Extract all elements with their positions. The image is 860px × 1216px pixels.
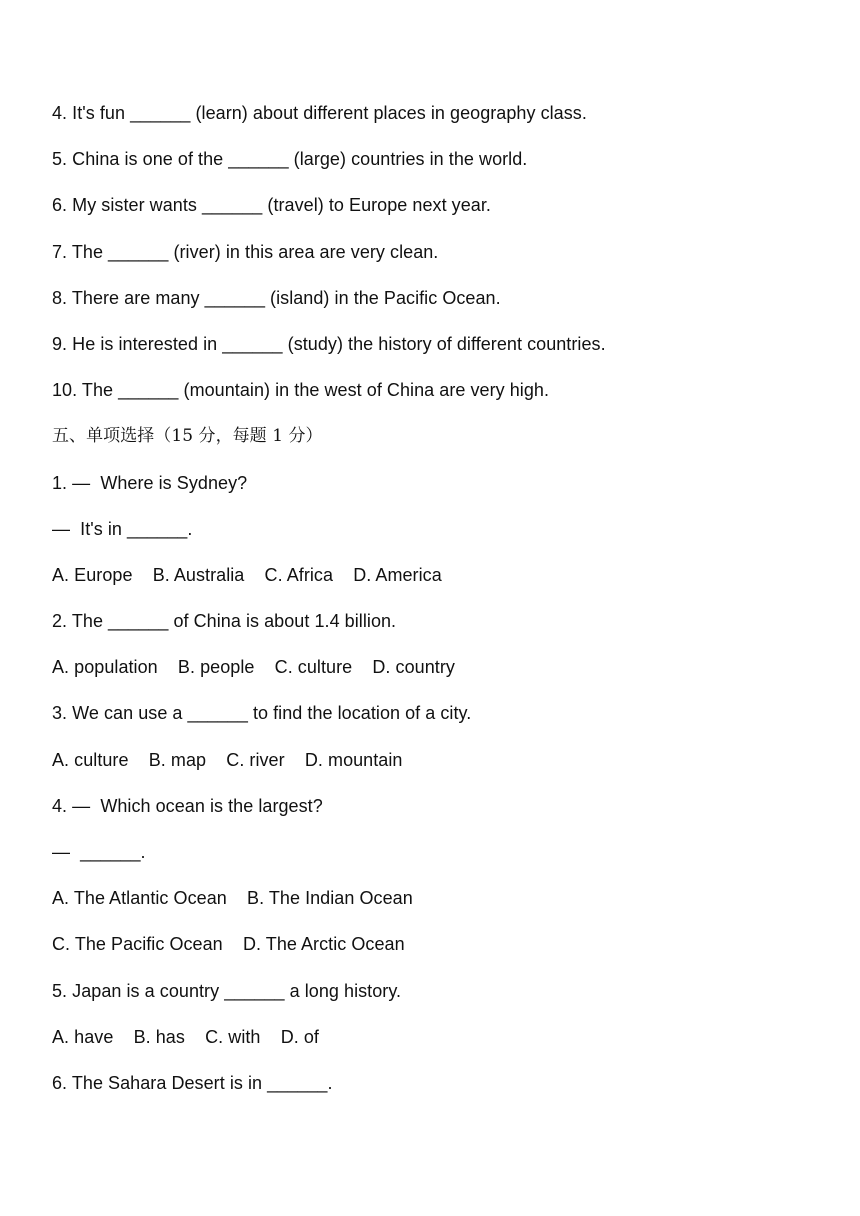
question-1-options: A. Europe B. Australia C. Africa D. America [52, 564, 442, 585]
exercise-10-sentence: 10. The ______ (mountain) in the west of China are very high. [52, 380, 550, 401]
question-6-prompt: 6. The Sahara Desert is in ______. [52, 1072, 333, 1093]
question-2-options: A. population B. people C. culture D. country [52, 657, 455, 678]
question-4-options-c-d: C. The Pacific Ocean D. The Arctic Ocean [52, 934, 405, 955]
exercise-8-sentence: 8. There are many ______ (island) in the Pacific Ocean. [52, 287, 501, 308]
question-1-prompt: 1. — Where is Sydney? [52, 472, 248, 493]
exercise-6-sentence: 6. My sister wants ______ (travel) to Europe next year. [52, 195, 491, 216]
question-3-options: A. culture B. map C. river D. mountain [52, 749, 403, 770]
exercise-9-sentence: 9. He is interested in ______ (study) the history of different countries. [52, 333, 606, 354]
question-5-prompt: 5. Japan is a country ______ a long history. [52, 980, 402, 1001]
question-4-response: — ______. [52, 842, 146, 862]
question-3-prompt: 3. We can use a ______ to find the location of a city. [52, 703, 472, 724]
question-5-options: A. have B. has C. with D. of [52, 1026, 319, 1047]
question-4-prompt: 4. — Which ocean is the largest? [52, 795, 323, 816]
question-4-options-a-b: A. The Atlantic Ocean B. The Indian Ocean [52, 888, 413, 909]
document-body [52, 98, 832, 1114]
section-heading: 五、单项选择（15 分，每题 1 分） [52, 426, 323, 447]
exercise-7-sentence: 7. The ______ (river) in this area are very clean. [52, 241, 439, 262]
question-1-response: — It's in ______. [52, 518, 193, 539]
exercise-4-sentence: 4. It's fun ______ (learn) about different places in geography class. [52, 103, 587, 123]
question-2-prompt: 2. The ______ of China is about 1.4 billion. [52, 611, 397, 632]
exercise-5-sentence: 5. China is one of the ______ (large) countries in the world. [52, 149, 528, 170]
